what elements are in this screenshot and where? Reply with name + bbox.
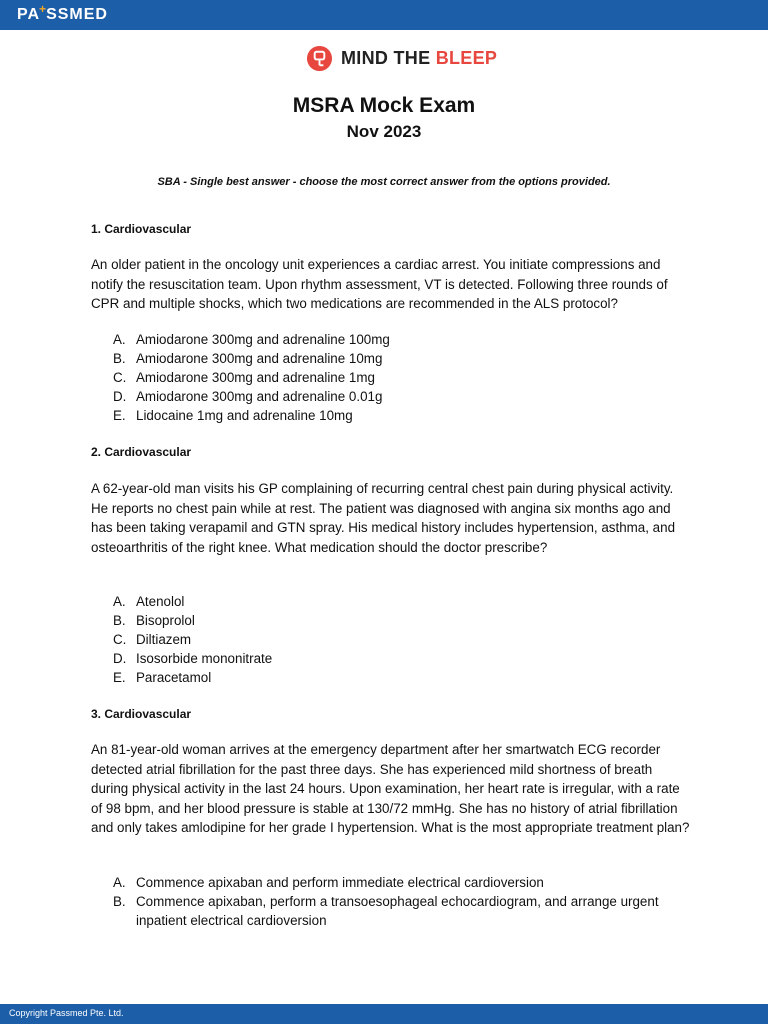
question-1-text: An older patient in the oncology unit experiences a cardiac arrest. You initiate compressions and notify the resuscitation team. Upon rhythm assessment, VT is detected. Following three rounds of CPR and multiple shocks, which two medications are recommended in the ALS protocol? (91, 257, 668, 312)
option-letter: A. (113, 594, 126, 609)
option (113, 892, 693, 930)
question-3-text: An 81-year-old woman arrives at the emergency department after her smartwatch ECG recorder detected atrial fibrillation for the past three days. She has experienced mild shortness of breath during physical activity in the last 24 hours. Upon examination, her heart rate is irregular, with a rate of 98 bpm, and her blood pressure is stable at 130/72 mmHg. She has no history of atrial fibrillation and only takes amlodipine for her grade I hypertension. What is the most appropriate treatment plan? (91, 742, 690, 836)
question-3-options (113, 873, 693, 930)
option (113, 873, 693, 892)
option (113, 592, 693, 611)
option (113, 349, 693, 368)
question-3-heading: 3. Cardiovascular (91, 707, 192, 721)
logo-text-accent: BLEEP (435, 47, 498, 68)
question-1-heading: 1. Cardiovascular (91, 222, 192, 236)
mind-the-bleep-logo-icon (306, 45, 333, 72)
option-text: Amiodarone 300mg and adrenaline 100mg (136, 332, 390, 347)
option (113, 406, 693, 425)
option (113, 668, 693, 687)
question-2-heading: 2. Cardiovascular (91, 445, 192, 459)
option-letter: A. (113, 332, 126, 347)
option (113, 611, 693, 630)
question-1-options (113, 330, 693, 425)
option-text: Lidocaine 1mg and adrenaline 10mg (136, 408, 353, 424)
option-text: Paracetamol (136, 670, 212, 686)
document-title: MSRA Mock Exam (292, 94, 476, 117)
option-letter: D. (113, 651, 127, 667)
logo-text (341, 48, 497, 69)
option-text: Isosorbide mononitrate (136, 651, 273, 667)
mind-the-bleep-logo (306, 44, 497, 72)
option-text: Atenolol (136, 594, 185, 609)
option-letter: E. (113, 408, 126, 424)
option-text: Amiodarone 300mg and adrenaline 10mg (136, 351, 383, 367)
brand-text-left: PA (17, 6, 41, 23)
brand-plus-icon: + (39, 2, 48, 16)
option-letter: C. (113, 370, 127, 386)
option-letter: D. (113, 389, 127, 405)
option-text: Amiodarone 300mg and adrenaline 1mg (136, 370, 375, 386)
option-letter: B. (113, 894, 126, 910)
option (113, 387, 693, 406)
logo-text-main: MIND THE (341, 47, 436, 68)
option-letter: B. (113, 351, 126, 367)
footer-banner (0, 1004, 768, 1024)
option (113, 630, 693, 649)
option-text: Commence apixaban and perform immediate electrical cardioversion (136, 875, 544, 890)
option-letter: E. (113, 670, 126, 686)
copyright-text: Copyright Passmed Pte. Ltd. (9, 1008, 124, 1018)
option-text: Commence apixaban, perform a transoesophageal echocardiogram, and arrange urgent inpatient electrical cardioversion (136, 894, 659, 929)
question-2-options (113, 592, 693, 687)
top-banner (0, 0, 768, 30)
document-subtitle: Nov 2023 (346, 122, 422, 141)
brand-text-right: SSMED (46, 6, 108, 23)
option-letter: B. (113, 613, 126, 629)
option-letter: A. (113, 875, 126, 890)
option (113, 368, 693, 387)
option (113, 330, 693, 349)
question-2-text: A 62-year-old man visits his GP complaining of recurring central chest pain during physical activity. He reports no chest pain while at rest. The patient was diagnosed with angina six months ago and has been taking verapamil and GTN spray. His medical history includes hypertension, asthma, and osteoarthritis of the right knee. What medication should the doctor prescribe? (91, 481, 676, 555)
option-text: Diltiazem (136, 632, 192, 648)
passmed-logo (17, 2, 108, 24)
instructions: SBA - Single best answer - choose the most correct answer from the options provided. (157, 176, 611, 188)
option-text: Amiodarone 300mg and adrenaline 0.01g (136, 389, 383, 405)
option (113, 649, 693, 668)
option-letter: C. (113, 632, 127, 648)
option-text: Bisoprolol (136, 613, 195, 629)
